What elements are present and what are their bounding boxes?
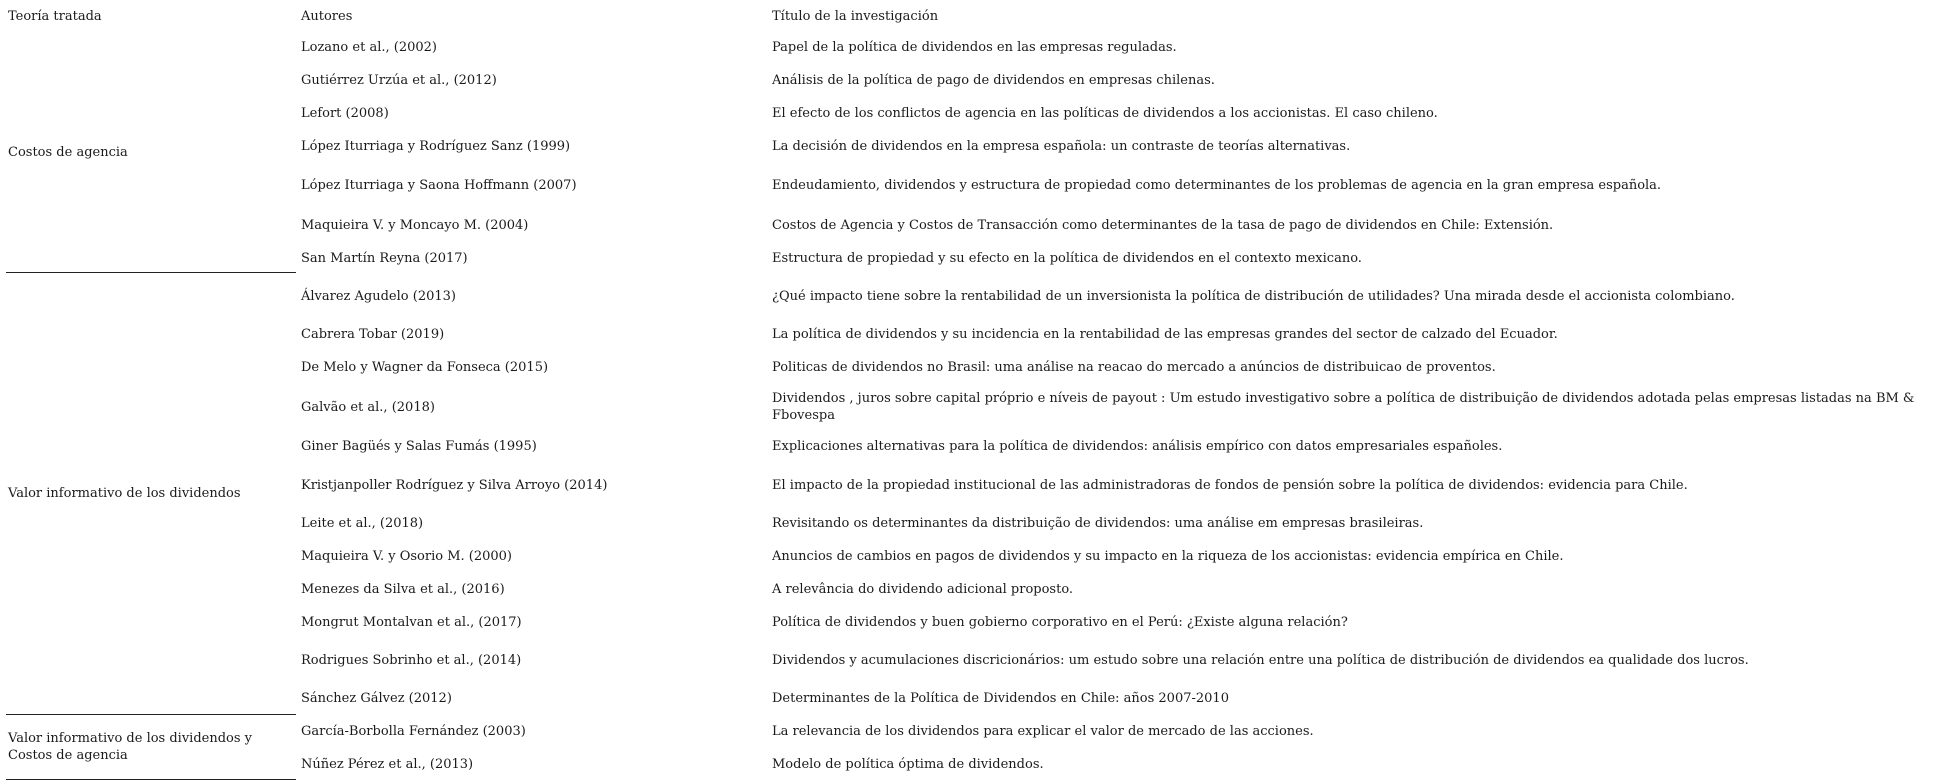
group-label-valor-informativo — [8, 485, 290, 502]
author-cell: Lozano et al., (2002) — [301, 40, 437, 55]
author-cell: Mongrut Montalvan et al., (2017) — [301, 615, 522, 630]
title-cell: Politicas de dividendos no Brasil: uma análise na reacao do mercado a anúncios de distribuicao de proventos. — [772, 360, 1496, 375]
author-cell: Giner Bagüés y Salas Fumás (1995) — [301, 439, 537, 454]
title-cell: La relevancia de los dividendos para explicar el valor de mercado de las acciones. — [772, 724, 1314, 739]
title-cell: Análisis de la política de pago de dividendos en empresas chilenas. — [772, 73, 1215, 88]
author-cell: Galvão et al., (2018) — [301, 400, 435, 415]
title-cell: Papel de la política de dividendos en las empresas reguladas. — [772, 40, 1177, 55]
author-cell: Álvarez Agudelo (2013) — [301, 289, 456, 304]
title-cell: Costos de Agencia y Costos de Transacción como determinantes de la tasa de pago de dividendos en Chile: Extensión. — [772, 218, 1554, 233]
author-cell: López Iturriaga y Rodríguez Sanz (1999) — [301, 139, 571, 154]
title-cell: El efecto de los conflictos de agencia en las políticas de dividendos a los accionistas. El caso chileno. — [772, 106, 1438, 121]
group-label-line: Valor informativo de los dividendos — [8, 486, 241, 501]
author-cell: Maquieira V. y Moncayo M. (2004) — [301, 218, 529, 233]
author-cell: San Martín Reyna (2017) — [301, 251, 468, 266]
title-cell: El impacto de la propiedad institucional de las administradoras de fondos de pensión sobre la política de dividendos: evidencia para Chile. — [772, 478, 1688, 493]
group-label-line: Costos de agencia — [8, 748, 128, 763]
author-cell: De Melo y Wagner da Fonseca (2015) — [301, 360, 549, 375]
title-cell: La política de dividendos y su incidencia en la rentabilidad de las empresas grandes del sector de calzado del Ecuador. — [772, 327, 1558, 342]
author-cell: Menezes da Silva et al., (2016) — [301, 582, 505, 597]
group-label-line: Costos de agencia — [8, 145, 128, 160]
group-label-costos-agencia — [8, 144, 290, 161]
author-cell: Sánchez Gálvez (2012) — [301, 691, 452, 706]
title-cell: Política de dividendos y buen gobierno corporativo en el Perú: ¿Existe alguna relación? — [772, 615, 1348, 630]
author-cell: Maquieira V. y Osorio M. (2000) — [301, 549, 513, 564]
title-cell: Revisitando os determinantes da distribuição de dividendos: uma análise em empresas brasileiras. — [772, 516, 1424, 531]
header-teoria: Teoría tratada — [8, 9, 102, 24]
group-label-valor-y-costos — [8, 730, 290, 764]
title-cell: Dividendos y acumulaciones discricionários: um estudo sobre una relación entre una política de distribución de dividendos ea qualidade dos lucros. — [772, 653, 1749, 668]
title-cell: A relevância do dividendo adicional proposto. — [772, 582, 1074, 597]
title-cell: Estructura de propiedad y su efecto en la política de dividendos en el contexto mexicano. — [772, 251, 1362, 266]
author-cell: García-Borbolla Fernández (2003) — [301, 724, 526, 739]
author-cell: Gutiérrez Urzúa et al., (2012) — [301, 73, 497, 88]
header-titulo: Título de la investigación — [772, 9, 939, 24]
author-cell: Lefort (2008) — [301, 106, 389, 121]
title-cell: Modelo de política óptima de dividendos. — [772, 757, 1044, 772]
title-cell: ¿Qué impacto tiene sobre la rentabilidad de un inversionista la política de distribución de utilidades? Una mirada desde el accionista colombiano. — [772, 289, 1735, 304]
group-divider — [6, 779, 296, 780]
title-cell: Anuncios de cambios en pagos de dividendos y su impacto en la riqueza de los accionistas: evidencia empírica en Chile. — [772, 549, 1564, 564]
author-cell: Núñez Pérez et al., (2013) — [301, 757, 474, 772]
title-cell: Endeudamiento, dividendos y estructura de propiedad como determinantes de los problemas de agencia en la gran empresa española. — [772, 178, 1662, 193]
title-cell: La decisión de dividendos en la empresa española: un contraste de teorías alternativas. — [772, 139, 1351, 154]
author-cell: Cabrera Tobar (2019) — [301, 327, 445, 342]
author-cell: Leite et al., (2018) — [301, 516, 424, 531]
author-cell: Rodrigues Sobrinho et al., (2014) — [301, 653, 522, 668]
title-cell: Determinantes de la Política de Dividendos en Chile: años 2007-2010 — [772, 691, 1229, 706]
group-divider — [6, 714, 296, 715]
group-label-line: Valor informativo de los dividendos y — [8, 731, 253, 746]
author-cell: Kristjanpoller Rodríguez y Silva Arroyo (2014) — [301, 478, 608, 493]
title-cell: Explicaciones alternativas para la política de dividendos: análisis empírico con datos empresariales españoles. — [772, 439, 1503, 454]
header-autores: Autores — [301, 9, 353, 24]
group-divider — [6, 272, 296, 273]
title-cell: Dividendos , juros sobre capital próprio e níveis de payout : Um estudo investigativo sobre a política de distribuição de dividendos adotada pelas empresas listadas na BM & Fbovespa — [772, 391, 1915, 423]
author-cell: López Iturriaga y Saona Hoffmann (2007) — [301, 178, 577, 193]
